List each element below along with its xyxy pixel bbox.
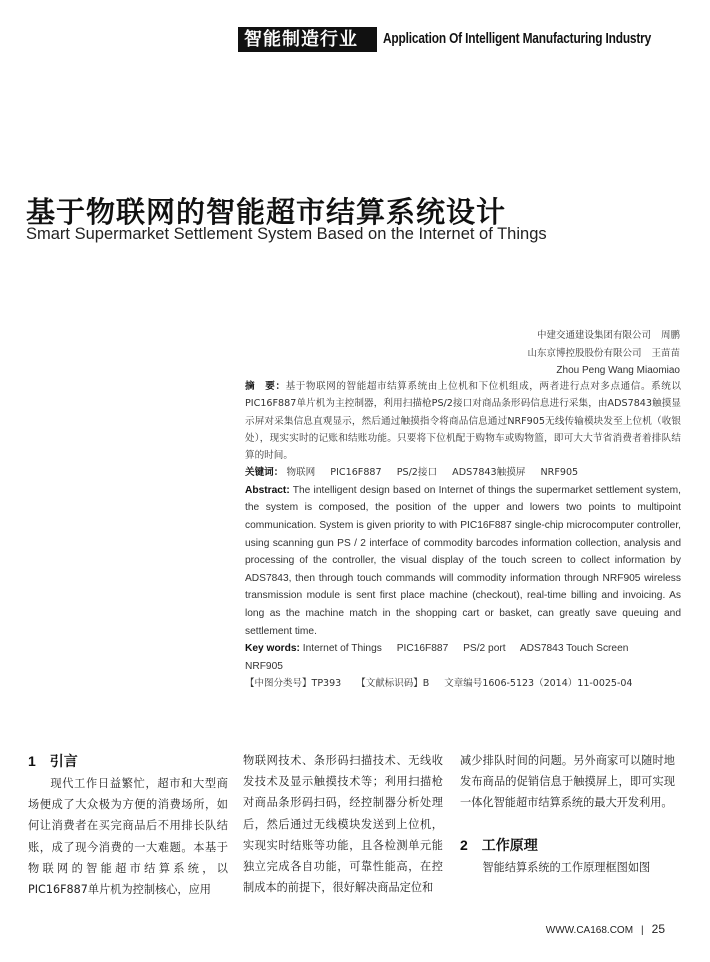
article-no-label: 文章编号 — [444, 678, 483, 690]
article-title: 基于物联网的智能超市结算系统设计 — [26, 195, 507, 229]
keyword: PS/2接口 — [396, 467, 438, 479]
body-paragraph: 智能结算系统的工作原理框图如图 — [482, 860, 651, 874]
abstract-en — [245, 482, 681, 640]
clc-label: 【中图分类号】 — [245, 678, 312, 690]
body-paragraph: 减少排队时间的问题。另外商家可以随时地发布商品的促销信息于触摸屏上，即可实现一体化智能超市结算系统的最大开发利用。 — [460, 754, 675, 810]
body-paragraph: 现代工作日益繁忙，超市和大型商场便成了大众极为方便的消费场所，如何让消费者在买完商品后不用排长队结账，成了现今消费的一大难题。本基于物联网的智能超市结算系统，以PIC16F887单片机为控制核心，应用 — [28, 777, 228, 897]
keywords-cn — [245, 464, 681, 481]
section-banner-english: Application Of Intelligent Manufacturing Industry — [383, 31, 652, 47]
article-no-value: 1606-5123（2014）11-0025-04 — [482, 678, 633, 690]
keyword: PIC16F887 — [330, 467, 382, 479]
author-line — [527, 327, 680, 345]
section-title: 引言 — [49, 754, 78, 770]
clc-value: TP393 — [311, 678, 342, 690]
body-paragraph: 物联网技术、条形码扫描技术、无线收发技术及显示触摸技术等；利用扫描枪对商品条形码扫码，经控制器分析处理后，然后通过无线模块发送到上位机，实现实时结账等功能，且各检测单元能独立完成各自功能，可靠性能高，在控制成本的前提下，很好解决商品定位和 — [243, 754, 443, 895]
abstract-label-english: Abstract: — [245, 484, 290, 496]
keyword: PS/2 port — [463, 643, 506, 655]
keyword: NRF905 — [245, 660, 283, 672]
keyword: ADS7843触摸屏 — [452, 467, 526, 479]
author-names-english: Zhou Peng Wang Miaomiao — [556, 365, 680, 376]
keywords-en — [245, 640, 681, 675]
affiliation: 中建交通建设集团有限公司 — [536, 330, 651, 341]
classification-line — [245, 675, 681, 692]
body-column-3 — [460, 750, 675, 878]
abstract-label: 摘 要： — [245, 381, 286, 392]
doc-code-value: B — [422, 678, 430, 690]
keyword: PIC16F887 — [396, 643, 449, 655]
author-block — [527, 327, 680, 380]
affiliation: 山东京博控股股份有限公司 — [527, 347, 642, 359]
footer-site: WWW.CA168.COM — [545, 925, 634, 936]
section-number: 2 — [460, 836, 468, 853]
keywords-label: 关键词： — [245, 467, 284, 479]
author-line — [527, 345, 680, 363]
section-heading — [28, 750, 228, 773]
author-name: 周鹏 — [660, 330, 680, 341]
footer-separator: | — [641, 925, 644, 936]
section-title: 工作原理 — [481, 837, 538, 854]
page-number: 25 — [651, 922, 665, 936]
abstract-text-english: The intelligent design based on Internet of things the supermarket settlement system, the system is composed, the position of the upper and lowers two points to multipoint communication. System is given priority to with PIC16F887 single-chip microcomputer controller, using scanning gun PS / 2 interface of commodity barcodes information collection, analysis and processing of the controller, the visual display of the touch screen to collect information by ADS7843, then through touch commands will commodity information through NRF905 wireless transmission module is sent first place machine (checkout), real-time billing and invoicing. As long as the machine match in the shopping cart or basket, can greatly save queuing and settlement time. — [245, 484, 681, 637]
abstract-cn — [245, 378, 681, 464]
abstract-block — [245, 378, 681, 693]
body-column-2 — [243, 750, 443, 898]
running-header — [238, 26, 710, 75]
keywords-label-english: Key words: — [245, 643, 300, 655]
keyword: Internet of Things — [302, 643, 382, 655]
abstract-text: 基于物联网的智能超市结算系统由上位机和下位机组成，两者进行点对多点通信。系统以PIC16F887单片机为主控制器，利用扫描枪PS/2接口对商品条形码信息进行采集，由ADS7843触摸显示屏对采集信息直观显示，然后通过触摸指令将商品信息通过NRF905无线传输模块发至上位机（收银处），现实实时的记账和结账功能。只要将下位机配于购物车或购物篮，即可大大节省消费者着排队结算的时间。 — [245, 381, 682, 462]
section-heading — [460, 834, 675, 857]
keyword: NRF905 — [540, 467, 579, 479]
section-number: 1 — [28, 753, 36, 769]
section-banner: 智能制造行业应用 — [238, 27, 377, 52]
keyword: 物联网 — [286, 467, 316, 479]
article-title-english: Smart Supermarket Settlement System Based on the Internet of Things — [26, 225, 547, 243]
page-footer — [546, 922, 665, 936]
author-name: 王苗苗 — [651, 347, 680, 359]
body-column-1 — [28, 750, 228, 900]
keyword: ADS7843 Touch Screen — [519, 643, 629, 655]
doc-code-label: 【文献标识码】 — [356, 678, 423, 690]
